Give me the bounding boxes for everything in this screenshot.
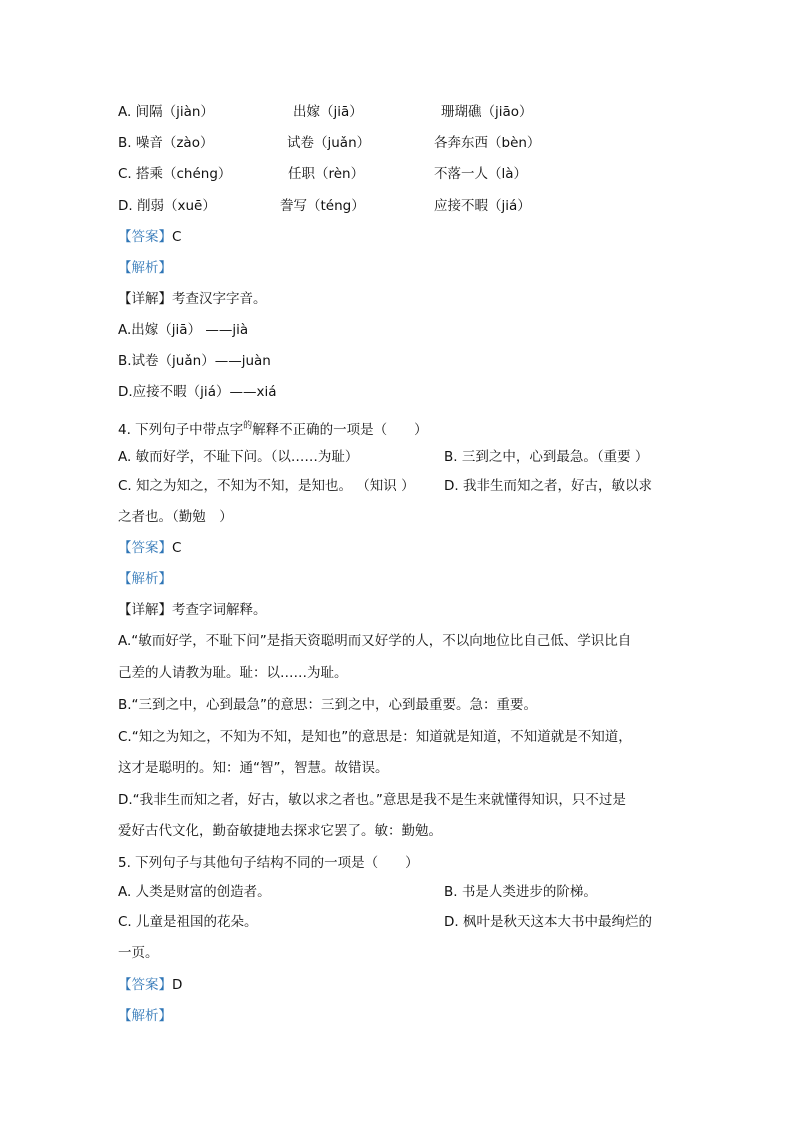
q3-option-row — [118, 102, 214, 122]
answer-label: 【答案】 — [118, 977, 172, 993]
analysis-line: A.“敏而好学，不耻下问”是指天资聪明而又好学的人，不以向地位比自己低、学识比自 — [118, 633, 632, 649]
analysis-label: 【解析】 — [118, 260, 172, 276]
option-d-cont: 一页。 — [118, 945, 159, 961]
option-d: D. 枫叶是秋天这本大书中最绚烂的 — [444, 914, 652, 930]
q4-stem — [118, 416, 428, 440]
stem-text: 解释不正确的一项是（ ） — [252, 422, 428, 438]
detail-label: 【详解】 — [118, 291, 172, 307]
option-text: A. 间隔（jiàn） — [118, 104, 214, 120]
option-c: C. 知之为知之，不知为不知，是知也。 （知识 ） — [118, 478, 415, 494]
option-text: 应接不暇（jiá） — [434, 198, 531, 214]
answer-label: 【答案】 — [118, 540, 172, 556]
q5-stem: 5. 下列句子与其他句子结构不同的一项是（ ） — [118, 855, 419, 871]
option-d-cont: 之者也。（勤勉 ） — [118, 509, 233, 525]
option-a: A. 人类是财富的创造者。 — [118, 884, 271, 900]
option-text: 各奔东西（bèn） — [434, 135, 541, 151]
answer-value: D — [172, 977, 183, 993]
option-text: 任职（rèn） — [288, 166, 365, 182]
q3-answer — [118, 227, 181, 247]
option-text: 珊瑚礁（jiāo） — [441, 104, 533, 120]
option-text: 出嫁（jiā） — [293, 104, 363, 120]
option-c: C. 儿童是祖国的花朵。 — [118, 914, 258, 930]
option-text: 试卷（juǎn） — [287, 135, 371, 151]
analysis-line: B.“三到之中，心到最急”的意思：三到之中，心到最重要。急：重要。 — [118, 697, 538, 713]
detail-text: 考查汉字字音。 — [172, 291, 267, 307]
analysis-label: 【解析】 — [118, 571, 172, 587]
stem-sup: 的 — [243, 421, 253, 431]
analysis-line: D.“我非生而知之者，好古，敏以求之者也。”意思是我不是生来就懂得知识，只不过是 — [118, 792, 626, 808]
answer-value: C — [172, 229, 182, 245]
option-a: A. 敏而好学，不耻下问。（以……为耻） — [118, 449, 359, 465]
answer-value: C — [172, 540, 182, 556]
analysis-line: A.出嫁（jiā） ——jià — [118, 322, 249, 338]
analysis-line: D.应接不暇（jiá）——xiá — [118, 384, 277, 400]
analysis-line: C.“知之为知之，不知为不知，是知也”的意思是：知道就是知道，不知道就是不知道， — [118, 729, 632, 745]
option-text: B. 噪音（zào） — [118, 135, 214, 151]
option-text: D. 削弱（xuē） — [118, 198, 216, 214]
option-text: 誊写（téng） — [280, 198, 365, 214]
analysis-line: 这才是聪明的。知：通“智”，智慧。故错误。 — [118, 760, 389, 776]
analysis-line: 爱好古代文化，勤奋敏捷地去探求它罢了。敏：勤勉。 — [118, 823, 442, 839]
option-b: B. 书是人类进步的阶梯。 — [444, 884, 597, 900]
detail-label: 【详解】 — [118, 602, 172, 618]
option-b: B. 三到之中，心到最急。（重要 ） — [444, 449, 649, 465]
analysis-line: B.试卷（juǎn）——juàn — [118, 353, 271, 369]
analysis-label: 【解析】 — [118, 1008, 172, 1024]
option-text: C. 搭乘（chéng） — [118, 166, 232, 182]
stem-text: 4. 下列句子中带点字 — [118, 422, 244, 438]
answer-label: 【答案】 — [118, 229, 172, 245]
detail-text: 考查字词解释。 — [172, 602, 267, 618]
q5-answer — [118, 975, 182, 995]
option-text: 不落一人（là） — [434, 166, 528, 182]
q4-detail — [118, 600, 267, 620]
q3-detail — [118, 289, 267, 309]
q4-answer — [118, 538, 181, 558]
option-d: D. 我非生而知之者，好古，敏以求 — [444, 478, 652, 494]
analysis-line: 己差的人请教为耻。耻：以……为耻。 — [118, 665, 348, 681]
